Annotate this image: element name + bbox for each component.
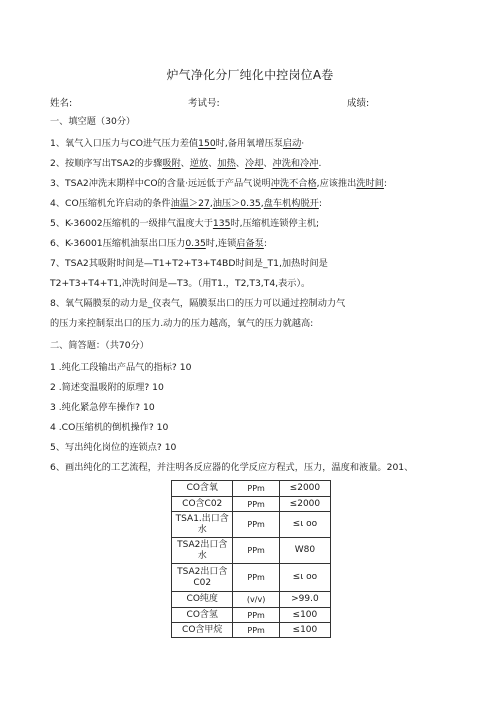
q-text: 6、K-36001压缩机油泵出口压力 bbox=[50, 238, 186, 249]
table-row bbox=[172, 592, 331, 608]
spec-unit: PPm bbox=[233, 512, 279, 538]
q-text: 2、按顺序写出TSA2的步骤 bbox=[50, 158, 163, 169]
q-text: 、 bbox=[235, 158, 245, 169]
question-2-4: 4 .CO压缩机的倒机操作? 10 bbox=[50, 422, 169, 433]
q-answer: 冲洗和冷冲 bbox=[272, 158, 319, 169]
exam-title: 炉气净化分厂纯化中控岗位A卷 bbox=[166, 68, 334, 82]
spec-unit: PPm bbox=[233, 564, 279, 592]
q-text: 、 bbox=[180, 158, 190, 169]
question-1-4 bbox=[50, 198, 322, 210]
q-text: 、 bbox=[208, 158, 218, 169]
table-row bbox=[172, 512, 331, 538]
spec-unit: PPm bbox=[233, 538, 279, 564]
spec-item: CO含甲烷 bbox=[172, 623, 233, 638]
question-1-6 bbox=[50, 238, 267, 250]
question-1-7-line1: 7、TSA2其吸附时间是—T1+T2+T3+T4BD时间是_T1,加热时间是 bbox=[50, 258, 328, 269]
table-row bbox=[172, 608, 331, 623]
name-label: 姓名: bbox=[50, 98, 73, 109]
question-1-8-line1: 8、氧气隔膜泵的动力是_仪表气，隔膜泵出口的压力可以通过控制动力气 bbox=[50, 298, 346, 309]
q-text: · bbox=[301, 138, 305, 149]
section2-heading: 二、简答题：（共70分） bbox=[50, 340, 149, 351]
q-text: : bbox=[263, 238, 267, 249]
q-text: 时,压缩机连锁停主机; bbox=[230, 218, 320, 229]
question-1-3 bbox=[50, 178, 387, 190]
question-2-2: 2 .简述变温吸附的原理? 10 bbox=[50, 382, 164, 393]
q-text: 3、TSA2冲洗末期样中CO的含量·远远低于产品气说明 bbox=[50, 178, 271, 189]
spec-limit: ≤2000 bbox=[279, 497, 330, 512]
q-answer: 135 bbox=[212, 218, 231, 229]
table-row bbox=[172, 564, 331, 592]
question-1-7-line2: T2+T3+T4+T1,冲洗时间是—T3。（用T1.，T2,T3,T4,表示）。 bbox=[50, 278, 311, 289]
q-answer: 盘车机构脱开 bbox=[263, 198, 319, 209]
spec-limit: ≤100 bbox=[279, 623, 330, 638]
q-text: ,应该推出 bbox=[316, 178, 357, 189]
score-label: 成绩: bbox=[347, 98, 370, 109]
q-text: , bbox=[209, 198, 213, 209]
q-text: . bbox=[318, 158, 322, 169]
q-answer: 洗时间 bbox=[356, 178, 384, 189]
spec-unit: PPm bbox=[233, 623, 279, 638]
table-row bbox=[172, 481, 331, 497]
q-text: : bbox=[383, 178, 388, 189]
q-text: 时,连锁 bbox=[205, 238, 237, 249]
q-answer: 启动 bbox=[282, 138, 302, 149]
q-answer: 吸附 bbox=[162, 158, 181, 169]
spec-unit: PPm bbox=[233, 497, 279, 512]
q-answer: 冷却 bbox=[244, 158, 264, 169]
spec-unit: PPm bbox=[233, 481, 279, 497]
q-answer: 油温＞27 bbox=[170, 198, 210, 209]
q-answer: 加热 bbox=[217, 158, 236, 169]
question-2-5: 5、写出纯化岗位的连锁点? 10 bbox=[50, 442, 177, 453]
table-row bbox=[172, 497, 331, 512]
q-answer: 0.35 bbox=[185, 238, 206, 249]
question-1-1 bbox=[50, 138, 304, 150]
q-answer: 启备泵 bbox=[236, 238, 264, 249]
exam-number-label: 考试号: bbox=[188, 98, 220, 109]
spec-item: TSA2出口含水 bbox=[172, 538, 233, 564]
spec-unit: (v/v) bbox=[233, 592, 279, 608]
question-1-2 bbox=[50, 158, 321, 170]
spec-item: CO纯度 bbox=[172, 592, 233, 608]
question-2-3: 3 .纯化紧急停车操作? 10 bbox=[50, 402, 155, 413]
spec-item: TSA1.出口含水 bbox=[172, 512, 233, 538]
spec-limit: ≤ι oo bbox=[279, 512, 330, 538]
spec-limit: ≤ι oo bbox=[279, 564, 330, 592]
spec-limit: >99.0 bbox=[279, 592, 330, 608]
product-spec-table bbox=[171, 480, 331, 638]
q-text: 、 bbox=[263, 158, 273, 169]
q-text: : bbox=[318, 198, 322, 209]
q-answer: 油压＞0.35 bbox=[212, 198, 261, 209]
question-1-8-line2: 的压力来控制泵出口的压力.动力的压力越高，氧气的压力就越高: bbox=[50, 318, 314, 329]
q-text: 时,备用氧增压泵 bbox=[215, 138, 283, 149]
q-answer: 冲洗不合格 bbox=[270, 178, 317, 189]
spec-limit: ≤2000 bbox=[279, 481, 330, 497]
table-row bbox=[172, 538, 331, 564]
q-answer: 150 bbox=[198, 138, 216, 149]
q-text: 4、CO压缩机允许启动的条件 bbox=[50, 198, 171, 209]
q-answer: 逆放 bbox=[189, 158, 209, 169]
q-text: 1、氧气入口压力与CO进气压力差值 bbox=[50, 138, 199, 149]
spec-unit: PPm bbox=[233, 608, 279, 623]
section1-heading: 一、填空题（30分） bbox=[50, 116, 136, 127]
spec-item: TSA2出口含C02 bbox=[172, 564, 233, 592]
spec-item: CO含C02 bbox=[172, 497, 233, 512]
spec-item: CO含氢 bbox=[172, 608, 233, 623]
spec-item: CO含氧 bbox=[172, 481, 233, 497]
spec-limit: W80 bbox=[279, 538, 330, 564]
q-text: , bbox=[260, 198, 264, 209]
q-text: 5、K-36002压缩机的一级排气温度大于 bbox=[50, 218, 213, 229]
table-row bbox=[172, 623, 331, 638]
question-2-6: 6、画出纯化的工艺流程，并注明各反应器的化学反应方程式，压力，温度和液量。201、 bbox=[50, 462, 414, 473]
question-1-5 bbox=[50, 218, 319, 230]
spec-limit: ≤100 bbox=[279, 608, 330, 623]
question-2-1: 1 .纯化工段输出产品气的指标? 10 bbox=[50, 362, 192, 373]
